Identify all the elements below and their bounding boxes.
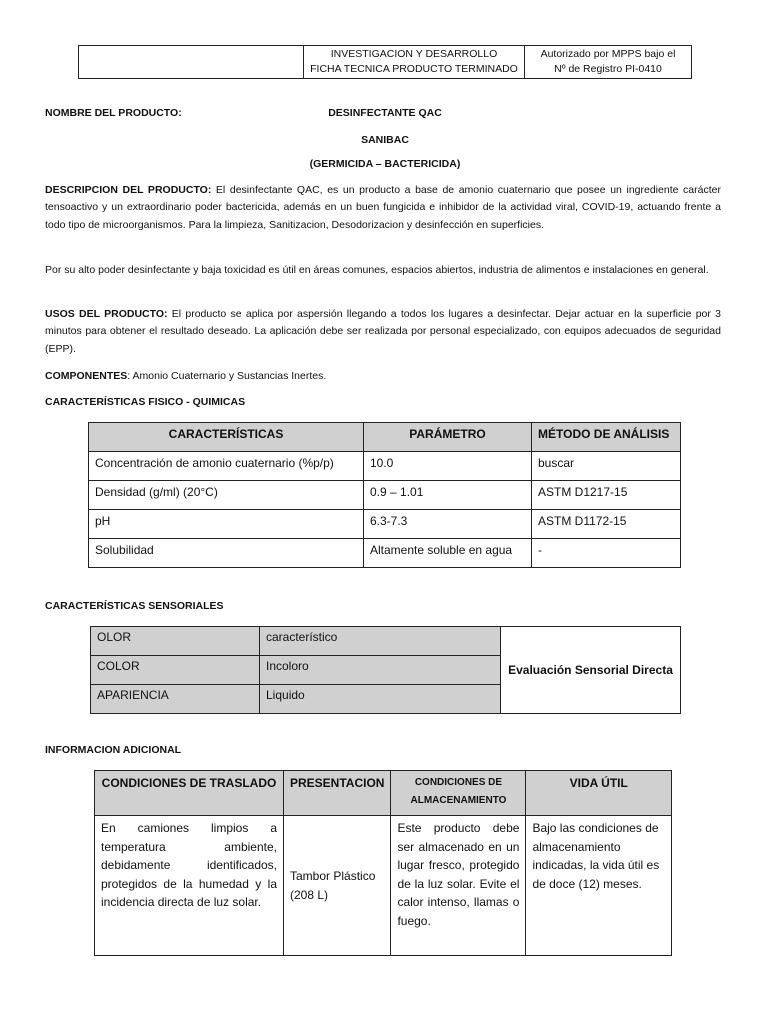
table-row [91, 627, 681, 656]
cell-vida-util: Bajo las condiciones de almacenamiento indicadas, la vida útil es de doce (12) meses. [526, 816, 672, 956]
info-table [94, 770, 672, 956]
cell-parametro: 6.3-7.3 [364, 510, 532, 539]
cell-value: Incoloro [260, 656, 501, 685]
table-header-row [95, 771, 672, 816]
header-parametro: PARÁMETRO [364, 423, 532, 452]
cell-caracteristica: Concentración de amonio cuaternario (%p/p) [89, 452, 364, 481]
cell-parametro: 0.9 – 1.01 [364, 481, 532, 510]
cell-caracteristica: Densidad (g/ml) (20°C) [89, 481, 364, 510]
cell-almacenamiento: Este producto debe ser almacenado en un lugar fresco, protegido de la luz solar. Evite el calor intenso, llamas o fuego. [391, 816, 526, 956]
components-label: COMPONENTES [45, 370, 128, 382]
header-blank-cell [79, 46, 304, 79]
cell-value: característico [260, 627, 501, 656]
cell-metodo: buscar [532, 452, 681, 481]
cell-parametro: Altamente soluble en agua [364, 539, 532, 568]
uses-paragraph [45, 306, 721, 358]
components-paragraph [45, 368, 721, 385]
cell-attribute: APARIENCIA [91, 685, 260, 714]
uses-text: El producto se aplica por aspersión llegando a todos los lugares a desinfectar. Dejar actuar en la superficie por 3 minutos para obtener el resultado deseado. La aplicación debe ser realizada por personal especializado, con equipos adecuados de seguridad (EPP). [45, 308, 721, 355]
header-presentacion: PRESENTACION [284, 771, 391, 816]
table-row [89, 510, 681, 539]
header-almacenamiento: CONDICIONES DE ALMACENAMIENTO [391, 771, 526, 816]
sensoriales-table [90, 626, 681, 714]
table-row [89, 481, 681, 510]
header-caracteristicas: CARACTERÍSTICAS [89, 423, 364, 452]
description-paragraph-2: Por su alto poder desinfectante y baja toxicidad es útil en áreas comunes, espacios abiertos, industria de alimentos e instalaciones en general. [45, 264, 709, 276]
cell-metodo: ASTM D1172-15 [532, 510, 681, 539]
header-department-cell [304, 46, 525, 79]
cell-attribute: OLOR [91, 627, 260, 656]
description-paragraph [45, 182, 721, 234]
info-title: INFORMACION ADICIONAL [45, 744, 182, 756]
table-row [89, 539, 681, 568]
product-name-label: NOMBRE DEL PRODUCTO: [45, 107, 182, 119]
authorization-text: Autorizado por MPPS bajo el [540, 48, 676, 60]
cell-caracteristica: Solubilidad [89, 539, 364, 568]
cell-traslado: En camiones limpios a temperatura ambiente, debidamente identificados, protegidos de la humedad y la incidencia directa de luz solar. [95, 816, 284, 956]
cell-parametro: 10.0 [364, 452, 532, 481]
cell-presentacion: Tambor Plástico (208 L) [284, 816, 391, 956]
sensory-method-cell: Evaluación Sensorial Directa [501, 627, 681, 714]
cell-attribute: COLOR [91, 656, 260, 685]
fisico-quimicas-title: CARACTERÍSTICAS FISICO - QUIMICAS [45, 396, 246, 408]
product-brand: SANIBAC [361, 134, 409, 146]
product-type: (GERMICIDA – BACTERICIDA) [309, 158, 461, 170]
header-metodo: MÉTODO DE ANÁLISIS [532, 423, 681, 452]
department-name: INVESTIGACION Y DESARROLLO [330, 48, 498, 60]
uses-label: USOS DEL PRODUCTO: [45, 308, 168, 320]
header-table [78, 45, 692, 79]
header-authorization-cell [525, 46, 692, 79]
table-row [95, 816, 672, 956]
cell-metodo: - [532, 539, 681, 568]
table-header-row [89, 423, 681, 452]
header-vida-util: VIDA ÚTIL [526, 771, 672, 816]
header-traslado: CONDICIONES DE TRASLADO [95, 771, 284, 816]
description-label: DESCRIPCION DEL PRODUCTO: [45, 184, 212, 196]
cell-value: Liquido [260, 685, 501, 714]
table-row [89, 452, 681, 481]
fisico-quimicas-table [88, 422, 681, 568]
components-text: : Amonio Cuaternario y Sustancias Inertes. [127, 370, 327, 382]
sensoriales-title: CARACTERÍSTICAS SENSORIALES [45, 600, 224, 612]
product-name: DESINFECTANTE QAC [328, 107, 442, 119]
cell-caracteristica: pH [89, 510, 364, 539]
description-text: El desinfectante QAC, es un producto a base de amonio cuaternario que posee un ingrediente carácter tensoactivo y un extraordinario poder bactericida, además en un buen fungicida e inhibidor de la actividad viral, COVID-19, actuando frente a todo tipo de microorganismos. Para la limpieza, Sanitizacion, Desodorizacion y desinfección en superficies. [45, 184, 721, 231]
cell-metodo: ASTM D1217-15 [532, 481, 681, 510]
document-type: FICHA TECNICA PRODUCTO TERMINADO [310, 63, 518, 75]
registration-number: Nº de Registro PI-0410 [554, 63, 662, 75]
